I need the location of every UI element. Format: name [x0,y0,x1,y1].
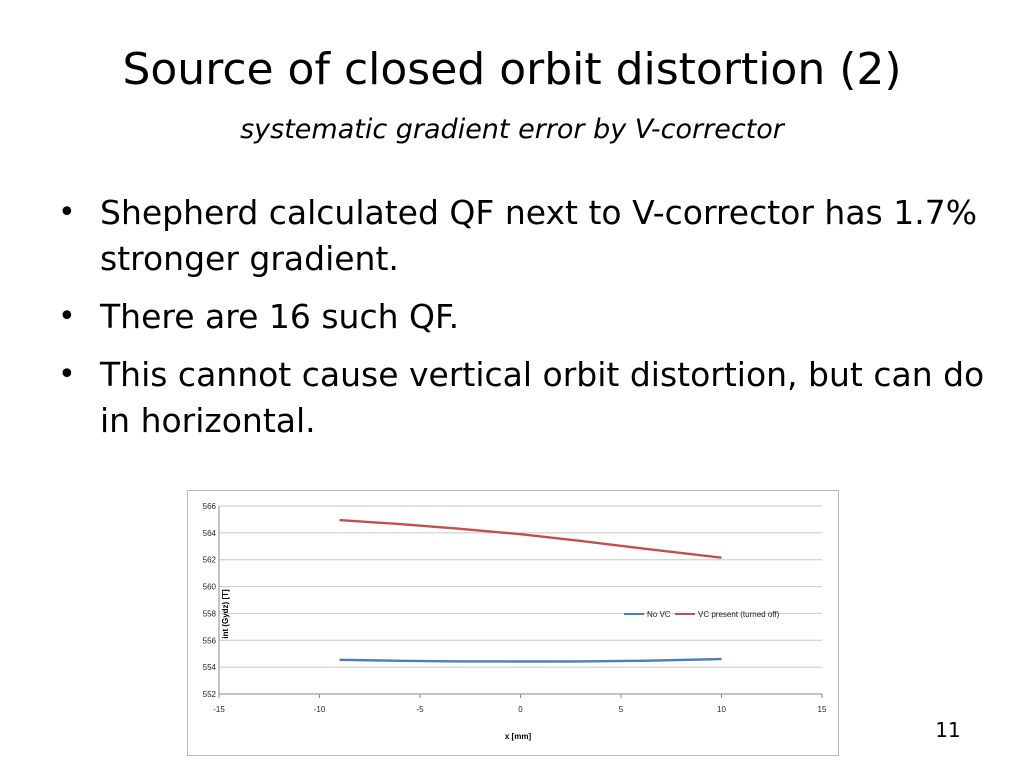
gradient-chart [187,490,839,756]
y-tick-label: 556 [202,636,216,646]
series-line [340,520,722,558]
y-tick-label: 566 [202,502,216,511]
bullet-dot-icon: • [58,299,76,334]
x-tick-label: 10 [717,705,726,714]
bullet-text: Shepherd calculated QF next to V-corrector has 1.7% stronger gradient. [100,193,978,278]
bullet-item [56,294,986,340]
chart-legend [624,610,780,619]
x-axis-label: x [mm] [504,732,532,741]
legend-label: VC present (turned off) [698,610,780,619]
y-tick-label: 562 [202,555,216,565]
bullet-item [56,352,986,444]
series-line [340,659,722,661]
x-tick-label: -10 [313,705,326,714]
slide-title: Source of closed orbit distortion (2) [122,44,902,95]
slide-subtitle: systematic gradient error by V-corrector [240,114,784,145]
y-tick-label: 560 [202,582,216,592]
x-tick-label: 5 [618,705,624,714]
legend-label: No VC [647,610,671,619]
bullet-dot-icon: • [58,195,76,230]
x-tick-label: -5 [416,705,424,714]
bullet-text: There are 16 such QF. [100,297,460,336]
x-tick-label: -15 [213,705,225,714]
y-tick-label: 558 [202,609,216,619]
y-tick-label: 554 [202,663,216,673]
y-axis-label: int (Gydz) [T] [221,589,230,639]
bullet-dot-icon: • [58,357,76,392]
y-tick-label: 564 [202,528,216,538]
y-tick-label: 552 [202,690,216,699]
page-number: 11 [935,718,961,742]
bullet-list [56,190,986,456]
bullet-text: This cannot cause vertical orbit distortion, but can do in horizontal. [100,355,985,440]
bullet-item [56,190,986,282]
x-tick-label: 0 [518,705,523,714]
chart-canvas [188,491,838,755]
x-tick-label: 15 [817,705,827,714]
